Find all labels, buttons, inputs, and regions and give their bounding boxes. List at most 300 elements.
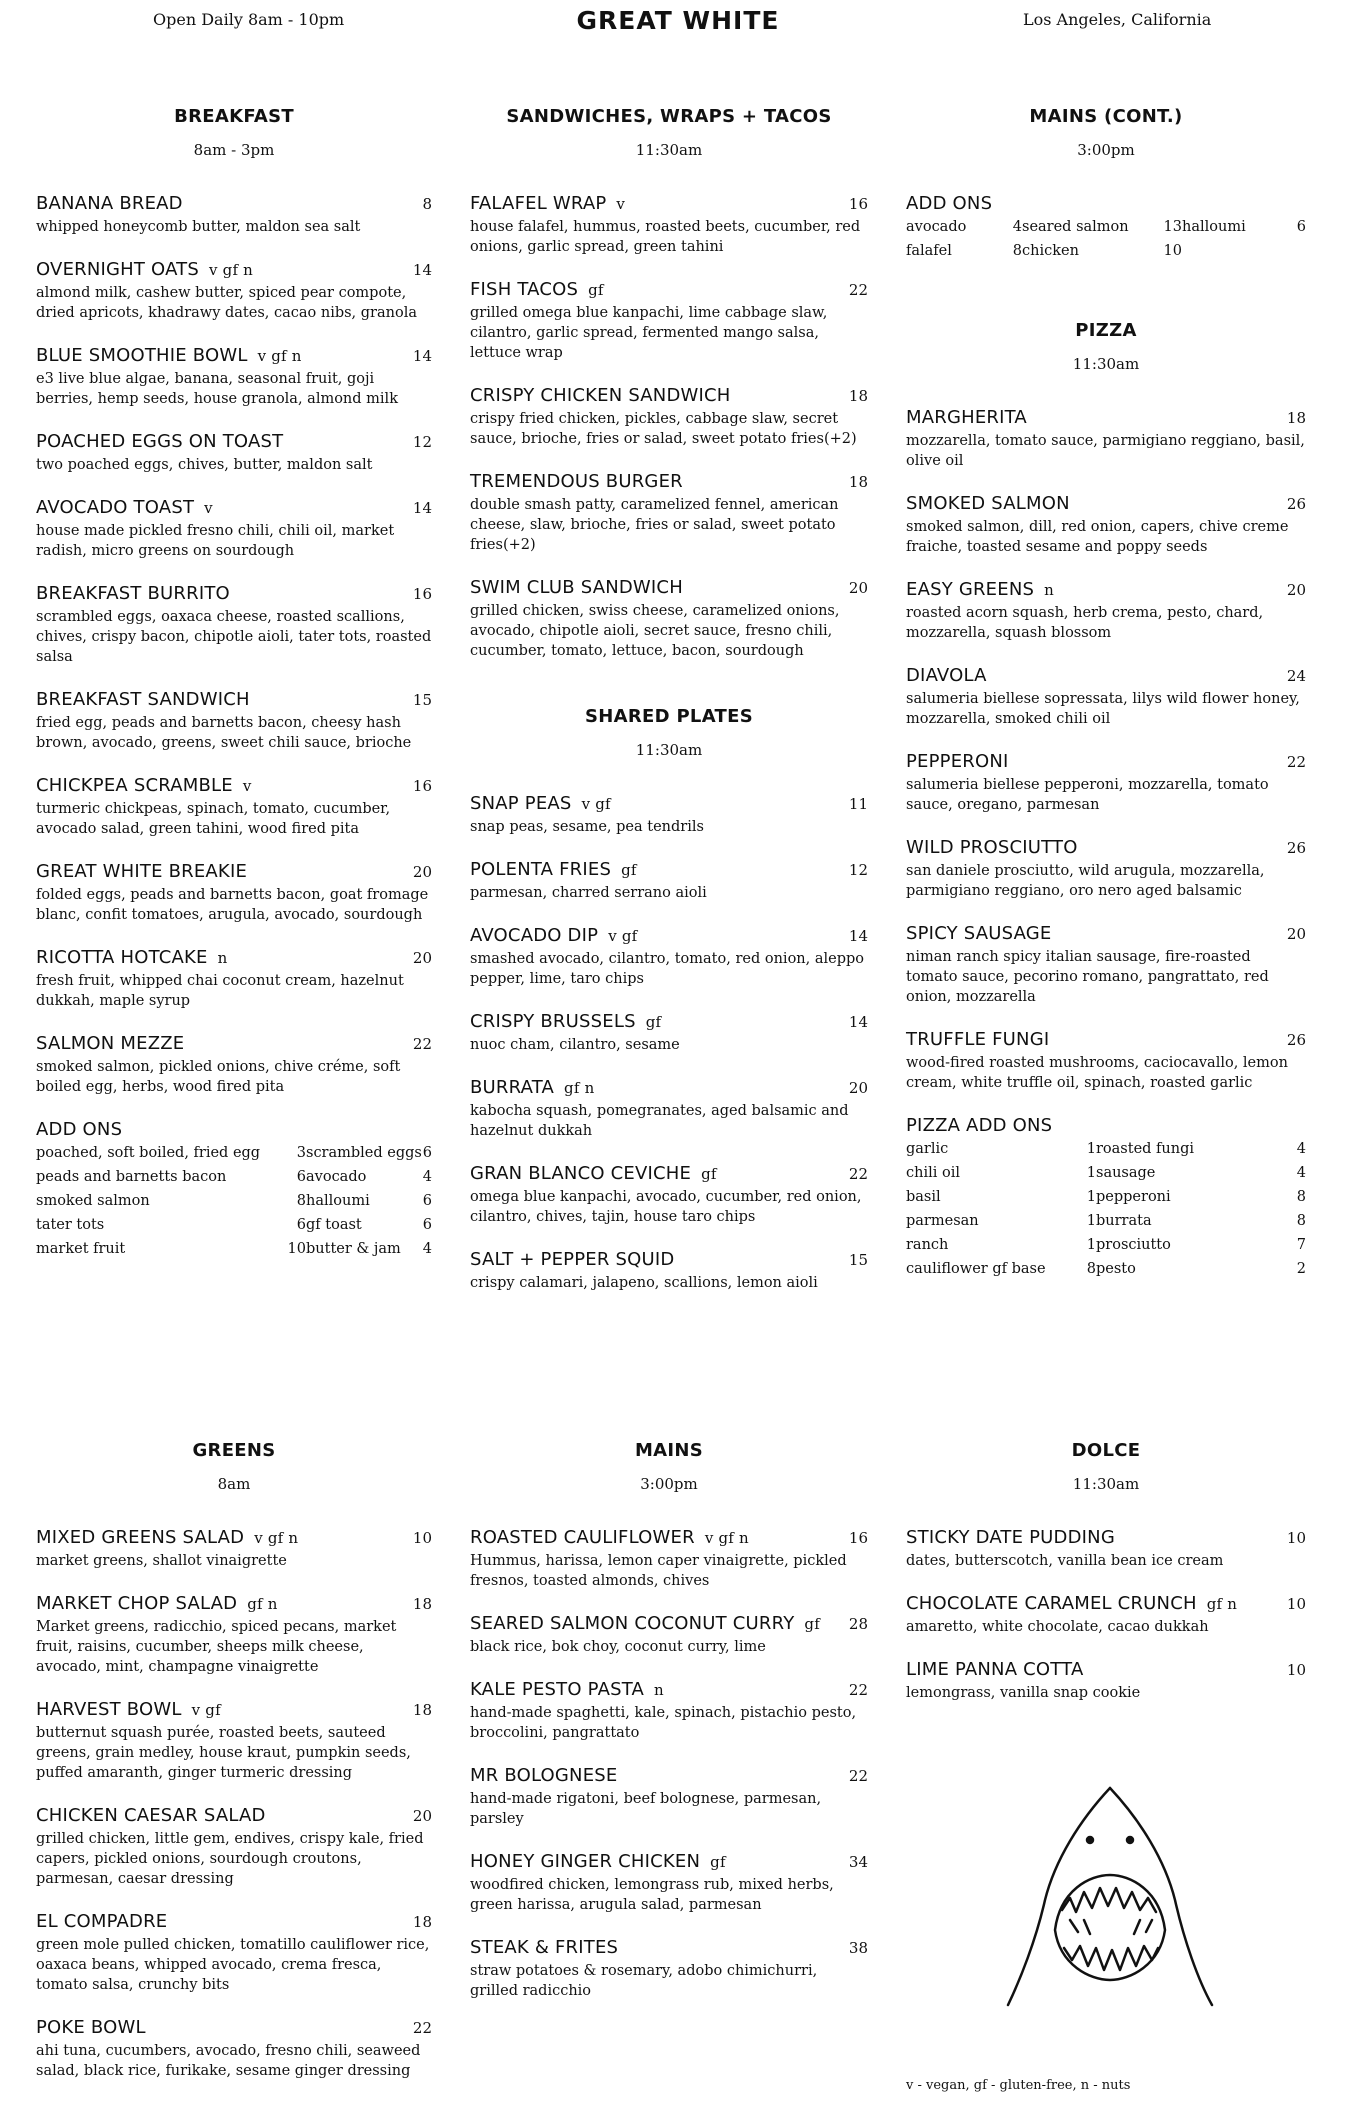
item-name: BREAKFAST BURRITO	[36, 583, 230, 604]
item-description: hand-made spaghetti, kale, spinach, pistachio pesto, broccolini, pangrattato	[470, 1705, 857, 1741]
item-name: GREAT WHITE BREAKIE	[36, 861, 248, 882]
item-description: folded eggs, peads and barnetts bacon, goat fromage blanc, confit tomatoes, arugula, avocado, sourdough	[36, 887, 429, 923]
item-name: WILD PROSCIUTTO	[906, 837, 1078, 858]
menu-item	[470, 1937, 868, 2001]
item-list	[470, 1527, 868, 2001]
addon-row	[906, 1209, 1306, 1233]
addon-price: 6	[296, 1217, 306, 1233]
item-price: 38	[848, 1939, 868, 1957]
item-description: roasted acorn squash, herb crema, pesto, chard, mozzarella, squash blossom	[906, 605, 1264, 641]
menu-item	[36, 1593, 432, 1677]
menu-item	[36, 583, 432, 667]
item-description: lemongrass, vanilla snap cookie	[906, 1685, 1141, 1701]
item-price: 26	[1286, 1031, 1306, 1049]
item-tags: v gf n	[257, 347, 302, 365]
menu-item	[470, 1011, 868, 1055]
item-price: 14	[412, 347, 432, 365]
item-description: ahi tuna, cucumbers, avocado, fresno chili, seaweed salad, black rice, furikake, sesame ginger dressing	[36, 2043, 421, 2079]
addon-name: prosciutto	[1096, 1237, 1171, 1253]
menu-item	[906, 1593, 1306, 1637]
item-price: 16	[412, 777, 432, 795]
item-price: 18	[848, 473, 868, 491]
item-name: SWIM CLUB SANDWICH	[470, 577, 683, 598]
section-time: 11:30am	[635, 141, 703, 159]
section-title: DOLCE	[1071, 1440, 1141, 1461]
breakfast-section	[36, 106, 432, 1261]
item-name: CRISPY CHICKEN SANDWICH	[470, 385, 731, 406]
item-list	[906, 407, 1306, 1093]
item-price: 20	[412, 949, 432, 967]
item-name: BREAKFAST SANDWICH	[36, 689, 250, 710]
item-price: 28	[848, 1615, 868, 1633]
item-tags: v gf n	[704, 1529, 749, 1547]
menu-item	[906, 1659, 1306, 1703]
item-name: SMOKED SALMON	[906, 493, 1070, 514]
item-description: almond milk, cashew butter, spiced pear compote, dried apricots, khadrawy dates, cacao nibs, granola	[36, 285, 417, 321]
item-description: straw potatoes & rosemary, adobo chimichurri, grilled radicchio	[470, 1963, 818, 1999]
item-name: SALT + PEPPER SQUID	[470, 1249, 675, 1270]
addon-row	[36, 1189, 432, 1213]
section-title: SHARED PLATES	[585, 706, 753, 727]
item-name: EASY GREENS	[906, 579, 1035, 600]
item-price: 20	[848, 579, 868, 597]
addon-name: tater tots	[36, 1217, 105, 1233]
addons-table	[36, 1141, 432, 1261]
item-name: FALAFEL WRAP	[470, 193, 607, 214]
item-name: CHICKPEA SCRAMBLE	[36, 775, 233, 796]
item-description: hand-made rigatoni, beef bolognese, parmesan, parsley	[470, 1791, 822, 1827]
menu-item	[470, 1249, 868, 1293]
item-name: POACHED EGGS ON TOAST	[36, 431, 284, 452]
item-name: EL COMPADRE	[36, 1911, 168, 1932]
menu-item	[906, 923, 1306, 1007]
section-time: 8am - 3pm	[193, 141, 275, 159]
item-name: FISH TACOS	[470, 279, 579, 300]
item-price: 18	[412, 1913, 432, 1931]
section-title: MAINS	[634, 1440, 704, 1461]
item-name: SEARED SALMON COCONUT CURRY	[470, 1613, 795, 1634]
item-price: 14	[848, 1013, 868, 1031]
addon-name: pepperoni	[1096, 1189, 1171, 1205]
item-price: 22	[848, 1681, 868, 1699]
item-name: CRISPY BRUSSELS	[470, 1011, 636, 1032]
item-name: BLUE SMOOTHIE BOWL	[36, 345, 248, 366]
menu-item	[470, 1765, 868, 1829]
addons-table	[906, 215, 1306, 263]
addon-name: avocado	[906, 219, 967, 235]
addon-price: 13	[1163, 219, 1182, 235]
addon-name: halloumi	[306, 1193, 370, 1209]
menu-item	[36, 1033, 432, 1097]
addon-row	[906, 1185, 1306, 1209]
item-description: house made pickled fresno chili, chili oil, market radish, micro greens on sourdough	[36, 523, 395, 559]
addon-price: 4	[422, 1241, 432, 1257]
restaurant-name: GREAT WHITE	[576, 6, 780, 35]
item-description: amaretto, white chocolate, cacao dukkah	[906, 1619, 1209, 1635]
item-price: 14	[412, 499, 432, 517]
addon-name: avocado	[306, 1169, 367, 1185]
addon-price: 6	[422, 1145, 432, 1161]
addon-price: 1	[1086, 1141, 1096, 1157]
shark-icon	[1000, 1780, 1220, 2010]
addon-row	[36, 1237, 432, 1261]
item-tags: v	[616, 195, 626, 213]
item-price: 22	[848, 281, 868, 299]
item-name: STICKY DATE PUDDING	[906, 1527, 1115, 1548]
dietary-legend: v - vegan, gf - gluten-free, n - nuts	[906, 2078, 1131, 2093]
addon-price: 7	[1296, 1237, 1306, 1253]
item-description: market greens, shallot vinaigrette	[36, 1553, 287, 1569]
item-description: green mole pulled chicken, tomatillo cauliflower rice, oaxaca beans, whipped avocado, crema fresca, tomato salsa, crunchy bits	[36, 1937, 430, 1993]
item-name: LIME PANNA COTTA	[906, 1659, 1084, 1680]
menu-item	[470, 385, 868, 449]
item-price: 22	[412, 2019, 432, 2037]
item-name: POLENTA FRIES	[470, 859, 612, 880]
menu-item	[470, 279, 868, 363]
item-description: Hummus, harissa, lemon caper vinaigrette, pickled fresnos, toasted almonds, chives	[470, 1553, 847, 1589]
addon-name: butter & jam	[306, 1241, 401, 1257]
menu-item	[36, 1527, 432, 1571]
item-name: HARVEST BOWL	[36, 1699, 182, 1720]
item-price: 18	[848, 387, 868, 405]
location-text: Los Angeles, California	[1023, 10, 1212, 29]
item-description: house falafel, hummus, roasted beets, cucumber, red onions, garlic spread, green tahini	[470, 219, 861, 255]
item-description: turmeric chickpeas, spinach, tomato, cucumber, avocado salad, green tahini, wood fired pita	[36, 801, 391, 837]
item-list	[470, 793, 868, 1293]
addon-row	[906, 1233, 1306, 1257]
item-price: 22	[1286, 753, 1306, 771]
item-description: dates, butterscotch, vanilla bean ice cream	[906, 1553, 1224, 1569]
addon-price: 8	[296, 1193, 306, 1209]
item-name: STEAK & FRITES	[470, 1937, 619, 1958]
item-tags: gf	[701, 1165, 717, 1183]
addon-row	[906, 1137, 1306, 1161]
item-description: woodfired chicken, lemongrass rub, mixed herbs, green harissa, arugula salad, parmesan	[470, 1877, 834, 1913]
addon-row	[906, 239, 1306, 263]
item-name: SALMON MEZZE	[36, 1033, 185, 1054]
item-description: snap peas, sesame, pea tendrils	[470, 819, 704, 835]
item-price: 15	[848, 1251, 868, 1269]
menu-item	[906, 1029, 1306, 1093]
item-tags: gf	[710, 1853, 726, 1871]
item-description: black rice, bok choy, coconut curry, lime	[470, 1639, 766, 1655]
item-tags: v	[204, 499, 213, 517]
item-tags: n	[217, 949, 228, 967]
menu-item	[36, 497, 432, 561]
item-name: ROASTED CAULIFLOWER	[470, 1527, 695, 1548]
addon-price: 8	[1086, 1261, 1096, 1277]
menu-item	[36, 2017, 432, 2081]
item-name: BANANA BREAD	[36, 193, 183, 214]
menu-item	[470, 1077, 868, 1141]
item-description: grilled chicken, little gem, endives, crispy kale, fried capers, pickled onions, sourdough croutons, parmesan, caesar dressing	[36, 1831, 424, 1887]
addon-name: basil	[906, 1189, 941, 1205]
menu-item	[906, 407, 1306, 471]
menu-item	[906, 1527, 1306, 1571]
menu-item	[906, 837, 1306, 901]
item-description: parmesan, charred serrano aioli	[470, 885, 707, 901]
addons-table	[906, 1137, 1306, 1281]
addon-row	[36, 1165, 432, 1189]
item-price: 10	[1286, 1661, 1306, 1679]
addon-price: 1	[1086, 1237, 1096, 1253]
addon-name: pesto	[1096, 1261, 1136, 1277]
addon-name: parmesan	[906, 1213, 979, 1229]
section-time: 3:00pm	[1077, 141, 1135, 159]
item-list	[36, 193, 432, 1097]
item-name: CHICKEN CAESAR SALAD	[36, 1805, 266, 1826]
item-list	[36, 1527, 432, 2081]
addon-price: 6	[1296, 219, 1306, 235]
addon-price: 1	[1086, 1165, 1096, 1181]
item-name: TREMENDOUS BURGER	[470, 471, 683, 492]
item-description: wood-fired roasted mushrooms, caciocavallo, lemon cream, white truffle oil, spinach, roasted garlic	[906, 1055, 1288, 1091]
item-price: 8	[422, 195, 432, 213]
addon-price: 6	[422, 1217, 432, 1233]
item-tags: gf	[645, 1013, 662, 1031]
sandwiches-section	[470, 106, 868, 683]
addon-price: 6	[296, 1169, 306, 1185]
addon-price: 8	[1296, 1189, 1306, 1205]
addon-price: 1	[1086, 1213, 1096, 1229]
item-name: MIXED GREENS SALAD	[36, 1527, 245, 1548]
item-price: 22	[848, 1767, 868, 1785]
item-name: MARGHERITA	[906, 407, 1027, 428]
addon-row	[906, 215, 1306, 239]
item-price: 26	[1286, 495, 1306, 513]
menu-item	[470, 1163, 868, 1227]
item-name: CHOCOLATE CARAMEL CRUNCH	[906, 1593, 1197, 1614]
item-tags: v gf	[581, 795, 611, 813]
item-description: niman ranch spicy italian sausage, fire-roasted tomato sauce, pecorino romano, pangrattato, red onion, mozzarella	[906, 949, 1269, 1005]
addon-name: chili oil	[906, 1165, 960, 1181]
item-price: 14	[848, 927, 868, 945]
addon-price: 4	[422, 1169, 432, 1185]
item-description: whipped honeycomb butter, maldon sea salt	[36, 219, 361, 235]
item-description: butternut squash purée, roasted beets, sauteed greens, grain medley, house kraut, pumpkin seeds, puffed amaranth, ginger turmeric dressing	[36, 1725, 411, 1781]
item-price: 20	[848, 1079, 868, 1097]
item-tags: v gf n	[209, 261, 254, 279]
menu-item	[470, 193, 868, 257]
mains-cont-section	[906, 106, 1306, 263]
item-name: DIAVOLA	[906, 665, 987, 686]
menu-item	[36, 1805, 432, 1889]
addon-price: 3	[296, 1145, 306, 1161]
item-list	[906, 1527, 1306, 1703]
section-title: BREAKFAST	[174, 106, 294, 127]
addon-price: 4	[1012, 219, 1022, 235]
item-price: 16	[412, 585, 432, 603]
item-description: salumeria biellese sopressata, lilys wild flower honey, mozzarella, smoked chili oil	[906, 691, 1300, 727]
menu-item	[36, 775, 432, 839]
item-tags: v gf n	[254, 1529, 299, 1547]
item-price: 15	[412, 691, 432, 709]
item-list	[470, 193, 868, 661]
addon-name: market fruit	[36, 1241, 126, 1257]
menu-item	[906, 665, 1306, 729]
item-tags: gf n	[247, 1595, 278, 1613]
item-name: BURRATA	[470, 1077, 555, 1098]
item-tags: n	[654, 1681, 664, 1699]
addon-name: poached, soft boiled, fried egg	[36, 1145, 261, 1161]
item-price: 14	[412, 261, 432, 279]
addon-name: sausage	[1096, 1165, 1156, 1181]
item-description: crispy calamari, jalapeno, scallions, lemon aioli	[470, 1275, 818, 1291]
item-name: POKE BOWL	[36, 2017, 146, 2038]
addon-name: smoked salmon	[36, 1193, 150, 1209]
addon-name: scrambled eggs	[306, 1145, 422, 1161]
item-price: 12	[848, 861, 868, 879]
item-name: AVOCADO DIP	[470, 925, 599, 946]
addon-price: 1	[1086, 1189, 1096, 1205]
item-description: smashed avocado, cilantro, tomato, red onion, aleppo pepper, lime, taro chips	[470, 951, 865, 987]
menu-item	[470, 471, 868, 555]
item-description: e3 live blue algae, banana, seasonal fruit, goji berries, hemp seeds, house granola, almond milk	[36, 371, 398, 407]
item-price: 18	[412, 1595, 432, 1613]
item-price: 10	[412, 1529, 432, 1547]
menu-item	[36, 947, 432, 1011]
item-name: OVERNIGHT OATS	[36, 259, 200, 280]
item-tags: gf n	[1206, 1595, 1238, 1613]
section-title: PIZZA	[1075, 320, 1137, 341]
menu-item	[470, 1613, 868, 1657]
item-description: Market greens, radicchio, spiced pecans, market fruit, raisins, cucumber, sheeps milk cheese, avocado, mint, champagne vinaigrette	[36, 1619, 397, 1675]
section-time: 11:30am	[635, 741, 703, 759]
item-description: nuoc cham, cilantro, sesame	[470, 1037, 680, 1053]
addon-row	[906, 1161, 1306, 1185]
addon-price: 4	[1296, 1141, 1306, 1157]
item-name: MR BOLOGNESE	[470, 1765, 618, 1786]
item-description: san daniele prosciutto, wild arugula, mozzarella, parmigiano reggiano, oro nero aged balsamic	[906, 863, 1265, 899]
addon-row	[906, 1257, 1306, 1281]
addon-price: 10	[1163, 243, 1182, 259]
item-price: 20	[412, 863, 432, 881]
item-price: 10	[1286, 1595, 1306, 1613]
menu-item	[36, 1699, 432, 1783]
mains-section	[470, 1440, 868, 2023]
item-price: 16	[848, 1529, 868, 1547]
item-name: GRAN BLANCO CEVICHE	[470, 1163, 692, 1184]
shared-plates-section	[470, 706, 868, 1315]
menu-item	[36, 259, 432, 323]
item-description: omega blue kanpachi, avocado, cucumber, red onion, cilantro, chives, tajin, house taro chips	[470, 1189, 862, 1225]
item-price: 16	[848, 195, 868, 213]
section-title: GREENS	[192, 1440, 276, 1461]
item-tags: gf n	[564, 1079, 595, 1097]
addon-name: cauliflower gf base	[906, 1261, 1046, 1277]
addon-name: burrata	[1096, 1213, 1152, 1229]
addon-name: ranch	[906, 1237, 949, 1253]
menu-item	[470, 859, 868, 903]
item-description: salumeria biellese pepperoni, mozzarella, tomato sauce, oregano, parmesan	[906, 777, 1269, 813]
item-price: 22	[412, 1035, 432, 1053]
item-description: fried egg, peads and barnetts bacon, cheesy hash brown, avocado, greens, sweet chili sauce, brioche	[36, 715, 412, 751]
addons-title: PIZZA ADD ONS	[906, 1115, 1053, 1136]
addon-price: 8	[1012, 243, 1022, 259]
item-description: fresh fruit, whipped chai coconut cream, hazelnut dukkah, maple syrup	[36, 973, 404, 1009]
item-tags: v	[242, 777, 252, 795]
addon-name: falafel	[906, 243, 952, 259]
item-description: crispy fried chicken, pickles, cabbage slaw, secret sauce, brioche, fries or salad, sweet potato fries(+2)	[470, 411, 857, 447]
item-description: smoked salmon, dill, red onion, capers, chive creme fraiche, toasted sesame and poppy seeds	[906, 519, 1289, 555]
item-description: mozzarella, tomato sauce, parmigiano reggiano, basil, olive oil	[906, 433, 1305, 469]
menu-item	[36, 861, 432, 925]
menu-item	[470, 577, 868, 661]
hours-text: Open Daily 8am - 10pm	[153, 10, 345, 29]
addon-price: 10	[287, 1241, 306, 1257]
item-description: kabocha squash, pomegranates, aged balsamic and hazelnut dukkah	[470, 1103, 849, 1139]
menu-item	[36, 431, 432, 475]
item-name: HONEY GINGER CHICKEN	[470, 1851, 701, 1872]
section-time: 11:30am	[1072, 355, 1140, 373]
addon-name: gf toast	[306, 1217, 362, 1233]
pizza-section	[906, 320, 1306, 1281]
addon-name: peads and barnetts bacon	[36, 1169, 227, 1185]
item-price: 24	[1286, 667, 1306, 685]
item-description: double smash patty, caramelized fennel, american cheese, slaw, brioche, fries or salad, sweet potato fries(+2)	[470, 497, 839, 553]
addon-price: 8	[1296, 1213, 1306, 1229]
item-name: SPICY SAUSAGE	[906, 923, 1052, 944]
addon-price	[1282, 239, 1306, 263]
item-name: TRUFFLE FUNGI	[906, 1029, 1050, 1050]
menu-item	[470, 1851, 868, 1915]
item-price: 18	[1286, 409, 1306, 427]
item-tags: gf	[804, 1615, 820, 1633]
section-title: SANDWICHES, WRAPS + TACOS	[506, 106, 832, 127]
item-price: 11	[848, 795, 868, 813]
section-time: 3:00pm	[640, 1475, 698, 1493]
item-price: 12	[412, 433, 432, 451]
item-name: MARKET CHOP SALAD	[36, 1593, 238, 1614]
item-name: KALE PESTO PASTA	[470, 1679, 645, 1700]
item-price: 18	[412, 1701, 432, 1719]
item-tags: gf	[588, 281, 604, 299]
menu-item	[470, 793, 868, 837]
menu-item	[470, 1679, 868, 1743]
item-tags: gf	[621, 861, 637, 879]
addons-title: ADD ONS	[906, 193, 993, 214]
addon-row	[36, 1141, 432, 1165]
item-name: AVOCADO TOAST	[36, 497, 195, 518]
item-tags: v gf	[191, 1701, 221, 1719]
section-time: 8am	[217, 1475, 251, 1493]
addon-name: halloumi	[1182, 219, 1246, 235]
menu-item	[906, 579, 1306, 643]
item-price: 34	[848, 1853, 868, 1871]
addon-name: roasted fungi	[1096, 1141, 1195, 1157]
menu-item	[470, 925, 868, 989]
item-price: 10	[1286, 1529, 1306, 1547]
item-price: 20	[412, 1807, 432, 1825]
menu-item	[36, 689, 432, 753]
item-price: 26	[1286, 839, 1306, 857]
menu-item	[36, 345, 432, 409]
menu-item	[470, 1527, 868, 1591]
item-price: 20	[1286, 581, 1306, 599]
item-description: grilled omega blue kanpachi, lime cabbage slaw, cilantro, garlic spread, fermented mango salsa, lettuce wrap	[470, 305, 828, 361]
section-title: MAINS (CONT.)	[1029, 106, 1183, 127]
item-description: two poached eggs, chives, butter, maldon salt	[36, 457, 373, 473]
addon-price: 4	[1296, 1165, 1306, 1181]
addon-price: 2	[1296, 1261, 1306, 1277]
menu-item	[906, 751, 1306, 815]
item-name: SNAP PEAS	[470, 793, 572, 814]
addon-price: 6	[422, 1193, 432, 1209]
item-price: 22	[848, 1165, 868, 1183]
item-description: smoked salmon, pickled onions, chive créme, soft boiled egg, herbs, wood fired pita	[36, 1059, 401, 1095]
menu-item	[36, 1911, 432, 1995]
dolce-section	[906, 1440, 1306, 1725]
